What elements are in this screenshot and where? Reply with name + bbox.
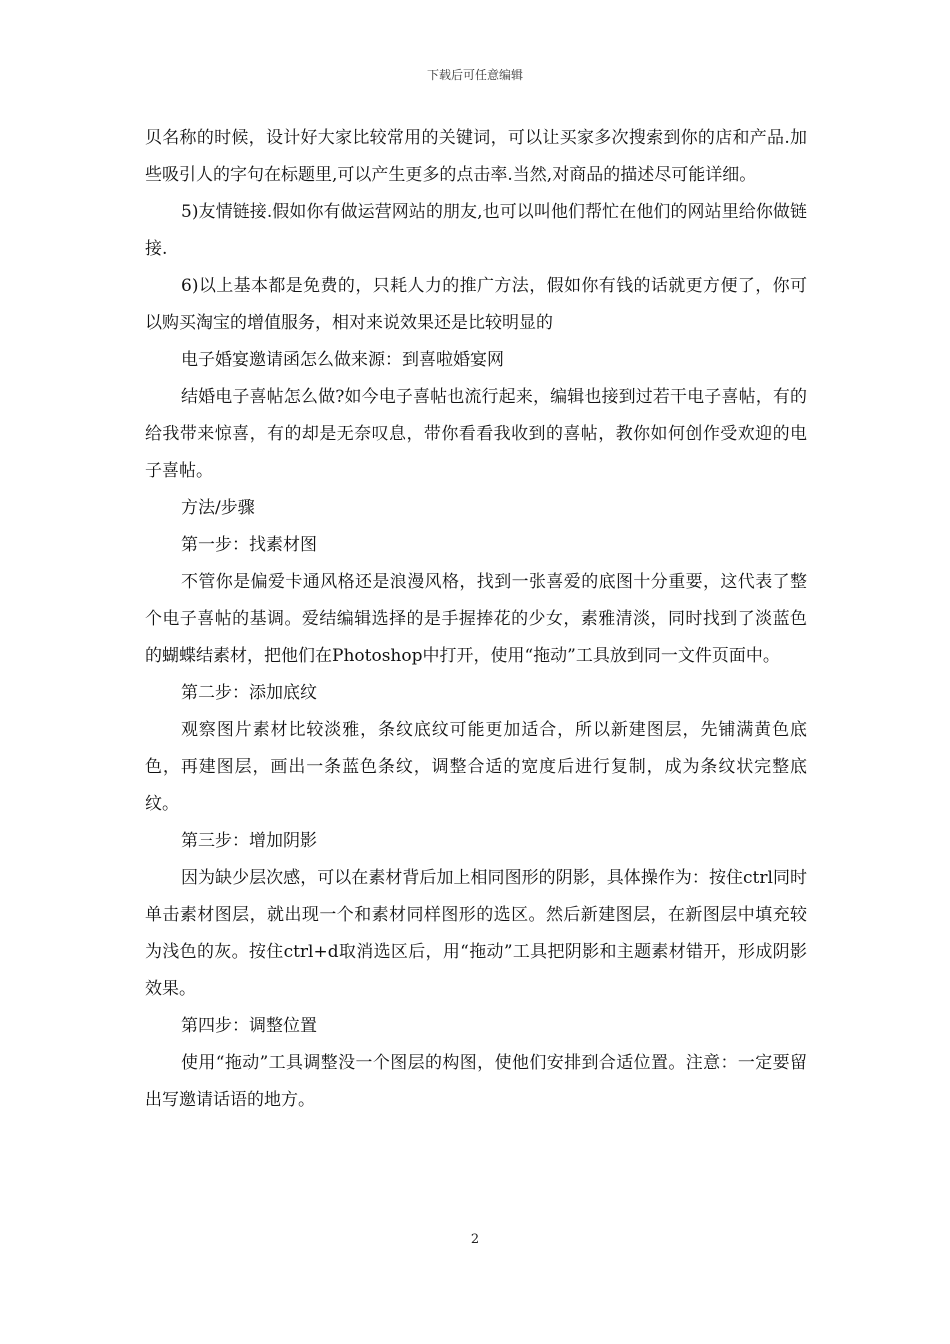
paragraph: 6)以上基本都是免费的，只耗人力的推广方法，假如你有钱的话就更方便了，你可以购买淘宝的增值服务，相对来说效果还是比较明显的 <box>145 276 807 333</box>
section-heading: 方法/步骤 <box>181 498 255 518</box>
step-heading: 第二步：添加底纹 <box>181 683 317 703</box>
paragraph: 5)友情链接.假如你有做运营网站的朋友,也可以叫他们帮忙在他们的网站里给你做链接. <box>145 202 807 259</box>
paragraph: 不管你是偏爱卡通风格还是浪漫风格，找到一张喜爱的底图十分重要，这代表了整个电子喜帖的基调。爱结编辑选择的是手握捧花的少女，素雅清淡，同时找到了淡蓝色的蝴蝶结素材，把他们在Photoshop中打开，使用“拖动”工具放到同一文件页面中。 <box>145 572 807 666</box>
step-heading: 第一步：找素材图 <box>181 535 317 555</box>
page-number: 2 <box>470 1232 480 1247</box>
paragraph: 结婚电子喜帖怎么做?如今电子喜帖也流行起来，编辑也接到过若干电子喜帖，有的给我带来惊喜，有的却是无奈叹息，带你看看我收到的喜帖，教你如何创作受欢迎的电子喜帖。 <box>145 387 807 481</box>
page-header: 下载后可任意编辑 <box>426 68 523 82</box>
paragraph: 贝名称的时候，设计好大家比较常用的关键词，可以让买家多次搜索到你的店和产品.加些吸引人的字句在标题里,可以产生更多的点击率.当然,对商品的描述尽可能详细。 <box>145 128 807 185</box>
document-body <box>145 120 807 1119</box>
step-heading: 第四步：调整位置 <box>181 1016 317 1036</box>
paragraph: 电子婚宴邀请函怎么做来源：到喜啦婚宴网 <box>181 350 504 370</box>
paragraph: 使用“拖动”工具调整没一个图层的构图，使他们安排到合适位置。注意：一定要留出写邀请话语的地方。 <box>145 1053 807 1110</box>
step-heading: 第三步：增加阴影 <box>181 831 317 851</box>
paragraph: 因为缺少层次感，可以在素材背后加上相同图形的阴影，具体操作为：按住ctrl同时单击素材图层，就出现一个和素材同样图形的选区。然后新建图层，在新图层中填充较为浅色的灰。按住ctrl+d取消选区后，用“拖动”工具把阴影和主题素材错开，形成阴影效果。 <box>145 868 807 999</box>
paragraph: 观察图片素材比较淡雅，条纹底纹可能更加适合，所以新建图层，先铺满黄色底色，再建图层，画出一条蓝色条纹，调整合适的宽度后进行复制，成为条纹状完整底纹。 <box>145 720 807 814</box>
